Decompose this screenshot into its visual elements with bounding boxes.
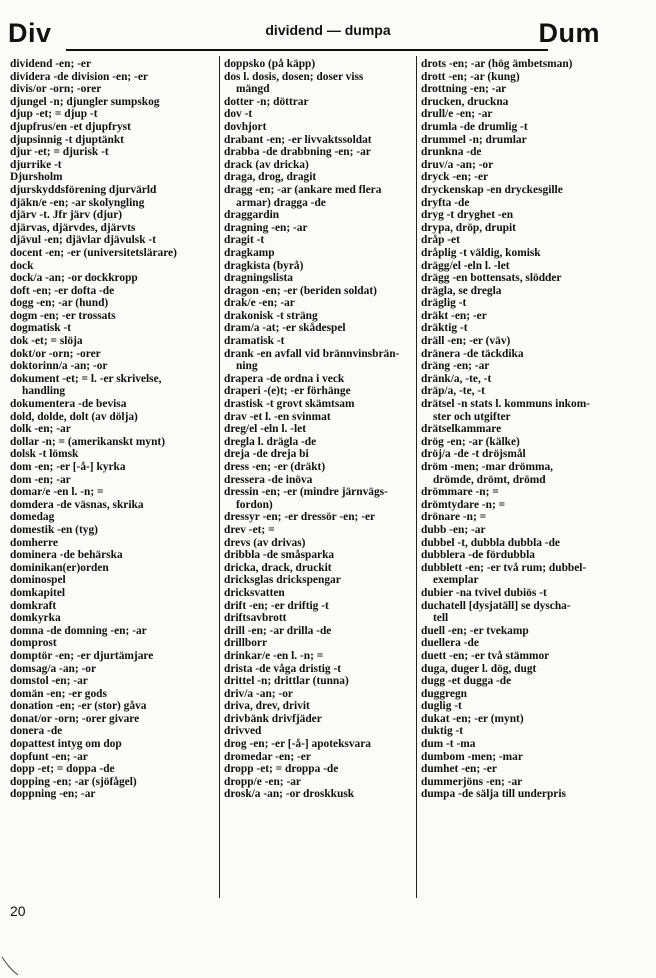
dictionary-entry: dressin -en; -er (mindre järnvägs- — [224, 486, 388, 499]
dictionary-entry: domedag — [10, 511, 55, 524]
dictionary-entry: handling — [22, 385, 66, 398]
dictionary-entry: dum -t -ma — [421, 738, 476, 751]
dictionary-entry: ster och utgifter — [433, 410, 511, 423]
dictionary-entry: dragkamp — [224, 246, 275, 259]
dictionary-entry: duellera -de — [421, 637, 479, 650]
dictionary-entry: duglig -t — [421, 700, 462, 713]
dictionary-entry: drög -en; -ar (kälke) — [421, 435, 520, 448]
dictionary-entry: dråplig -t väldig, komisk — [421, 246, 541, 259]
dictionary-entry: doppsko (på käpp) — [224, 58, 316, 70]
dictionary-entry: drätselkammare — [421, 423, 502, 436]
dictionary-entry: drucken, druckna — [421, 95, 509, 108]
dictionary-entry: dopattest intyg om dop — [10, 738, 122, 751]
dictionary-entry: drull/e -en; -ar — [421, 108, 493, 121]
dictionary-entry: drillborr — [224, 637, 268, 650]
dictionary-entry: dragg -en; -ar (ankare med flera — [224, 183, 382, 196]
dictionary-entry: domkraft — [10, 599, 57, 612]
column-divider-1 — [219, 56, 220, 898]
dictionary-entry: dränera -de täckdika — [421, 347, 524, 360]
dictionary-entry: drosk/a -an; -or droskkusk — [224, 788, 355, 801]
dictionary-entry: domdera -de väsnas, skrika — [10, 498, 144, 511]
dictionary-entry: dividend -en; -er — [10, 58, 91, 70]
dictionary-entry: drägg -en bottensats, slödder — [421, 272, 562, 285]
dictionary-entry: dominikan(er)orden — [10, 561, 109, 574]
dictionary-entry: djärv -t. Jfr järv (djur) — [10, 209, 123, 222]
dictionary-entry: drypa, dröp, drupit — [421, 221, 516, 234]
dictionary-entry: drätsel -n stats l. kommuns inkom- — [421, 398, 590, 411]
dictionary-entry: dominospel — [10, 574, 66, 587]
dictionary-entry: mängd — [236, 83, 270, 96]
dictionary-entry: dummerjöns -en; -ar — [421, 775, 523, 788]
dictionary-entry: dråp -et — [421, 234, 460, 247]
dictionary-entry: drack (av dricka) — [224, 158, 309, 171]
dictionary-entry: dominera -de behärska — [10, 549, 123, 562]
dictionary-entry: dryfta -de — [421, 196, 470, 209]
dictionary-column-3 — [421, 58, 621, 801]
dictionary-entry: drott -en; -ar (kung) — [421, 70, 520, 83]
dictionary-entry: dollar -n; = (amerikanskt mynt) — [10, 435, 165, 448]
dictionary-entry: drastisk -t grovt skämtsam — [224, 398, 355, 411]
guide-word-left: Div — [8, 18, 52, 48]
dictionary-entry: dok -et; = slöja — [10, 335, 83, 348]
dictionary-entry: djurskyddsförening djurvärld — [10, 183, 157, 196]
dictionary-entry: driva, drev, drivit — [224, 700, 310, 713]
dictionary-entry: duggregn — [421, 687, 467, 700]
dictionary-entry: drog -en; -er [-å-] apoteksvara — [224, 738, 371, 751]
dictionary-entry: drunkna -de — [421, 146, 482, 159]
dictionary-entry: djup -et; = djup -t — [10, 108, 98, 121]
dictionary-entry: djungel -n; djungler sumpskog — [10, 95, 160, 108]
dictionary-entry: djärvas, djärvdes, djärvts — [10, 221, 136, 234]
dictionary-entry: djurrike -t — [10, 158, 62, 171]
dictionary-entry: draperа -de ordna i veck — [224, 372, 345, 385]
dictionary-entry: doktorinn/a -an; -or — [10, 360, 108, 373]
dictionary-entry: drift -en; -er driftig -t — [224, 599, 329, 612]
dictionary-column-1 — [10, 58, 216, 801]
dictionary-entry: drak/e -en; -ar — [224, 297, 295, 310]
running-head-title: dividend — dumpa — [265, 22, 391, 38]
dictionary-entry: dromedar -en; -er — [224, 750, 311, 763]
dictionary-entry: duett -en; -er två stämmor — [421, 649, 550, 662]
dictionary-entry: dränk/a, -te, -t — [421, 372, 492, 385]
dictionary-entry: drista -de våga dristig -t — [224, 662, 342, 675]
dictionary-entry: domestik -en (tyg) — [10, 523, 98, 536]
dictionary-entry: drömde, drömt, drömd — [433, 473, 546, 486]
dictionary-entry: dragon -en; -er (beriden soldat) — [224, 284, 377, 297]
dictionary-entry: domprost — [10, 637, 57, 650]
dictionary-entry: duga, duger l. dög, dugt — [421, 662, 537, 675]
dictionary-entry: dreja -de dreja bi — [224, 448, 309, 461]
dictionary-entry: dumbom -men; -mar — [421, 750, 523, 763]
dictionary-entry: dubblera -de fördubbla — [421, 549, 535, 562]
dictionary-entry: driv/a -an; -or — [224, 687, 293, 700]
dictionary-entry: dropp -et; = droppa -de — [224, 763, 339, 776]
dictionary-entry: duktig -t — [421, 725, 464, 738]
dictionary-entry: dumpa -de sälja till underpris — [421, 788, 566, 801]
dictionary-entry: drinkar/e -en l. -n; = — [224, 649, 324, 662]
dictionary-entry: dokumentera -de bevisa — [10, 398, 127, 411]
dictionary-entry: dryg -t dryghet -en — [421, 209, 514, 222]
dictionary-entry: drivved — [224, 725, 262, 738]
dictionary-entry: domstol -en; -ar — [10, 675, 88, 688]
dictionary-entry: drömmare -n; = — [421, 486, 499, 499]
dictionary-entry: driftsavbrott — [224, 612, 287, 625]
dictionary-entry: drägg/el -eln l. -let — [421, 259, 510, 272]
dictionary-entry: dregla l. drägla -de — [224, 435, 317, 448]
dictionary-entry: draperi -(e)t; -er förhänge — [224, 385, 351, 398]
dictionary-entry: ning — [236, 360, 258, 373]
dictionary-entry: dos l. dosis, dosen; doser viss — [224, 70, 364, 83]
dictionary-entry: dropp/e -en; -ar — [224, 775, 301, 788]
dictionary-entry: tell — [433, 612, 449, 625]
dictionary-entry: domkapitel — [10, 586, 66, 599]
dictionary-entry: domkyrka — [10, 612, 61, 625]
dictionary-entry: domar/e -en l. -n; = — [10, 486, 104, 499]
dictionary-entry: dogm -en; -er trossats — [10, 309, 116, 322]
dictionary-entry: dubblett -en; -er två rum; dubbel- — [421, 561, 587, 574]
header-rule — [66, 49, 548, 51]
page-number: 20 — [10, 903, 26, 919]
dictionary-entry: doft -en; -er dofta -de — [10, 284, 115, 297]
dictionary-entry: drank -en avfall vid brännvinsbrän- — [224, 347, 400, 360]
dictionary-entry: drägla, se dregla — [421, 284, 502, 297]
dictionary-entry: drots -en; -ar (hög ämbetsman) — [421, 58, 573, 70]
dictionary-entry: drabant -en; -er livvaktssoldat — [224, 133, 372, 146]
dictionary-entry: dom -en; -ar — [10, 473, 71, 486]
dictionary-entry: docent -en; -er (universitetslärare) — [10, 246, 177, 259]
dictionary-entry: dragkista (byrå) — [224, 259, 304, 272]
dictionary-entry: dogmatisk -t — [10, 322, 72, 335]
dictionary-entry: domherre — [10, 536, 58, 549]
dictionary-entry: dröj/a -de -t dröjsmål — [421, 448, 526, 461]
dictionary-entry: domsag/a -an; -or — [10, 662, 97, 675]
dictionary-entry: Djursholm — [10, 171, 63, 184]
dictionary-entry: dokument -et; = l. -er skrivelse, — [10, 372, 162, 385]
dictionary-entry: drev -et; = — [224, 523, 275, 536]
dictionary-entry: dressyr -en; -er dressör -en; -er — [224, 511, 376, 524]
dictionary-entry: dryckenskap -en dryckesgille — [421, 183, 563, 196]
dictionary-entry: dreg/el -eln l. -let — [224, 423, 307, 436]
dictionary-entry: doppning -en; -ar — [10, 788, 96, 801]
dictionary-entry: dramatisk -t — [224, 335, 285, 348]
dictionary-entry: drittel -n; drittlar (tunna) — [224, 675, 349, 688]
dictionary-entry: dividera -de division -en; -er — [10, 70, 148, 83]
dictionary-entry: dolk -en; -ar — [10, 423, 71, 436]
dictionary-entry: draggardin — [224, 209, 280, 222]
dictionary-entry: drabba -de drabbning -en; -ar — [224, 146, 371, 159]
dictionary-entry: dragit -t — [224, 234, 265, 247]
dictionary-entry: dumhet -en; -er — [421, 763, 497, 776]
page-header — [0, 0, 656, 56]
dictionary-entry: druv/a -an; -or — [421, 158, 494, 171]
dictionary-entry: duchatell [dysjatäll] se dyscha- — [421, 599, 571, 612]
dictionary-entry: dräng -en; -ar — [421, 360, 490, 373]
dictionary-entry: djur -et; = djurisk -t — [10, 146, 109, 159]
dictionary-entry: exemplar — [433, 574, 479, 587]
dictionary-entry: dold, dolde, dolt (av dölja) — [10, 410, 138, 423]
dictionary-entry: dräglig -t — [421, 297, 467, 310]
column-divider-2 — [416, 56, 417, 898]
dictionary-entry: dolsk -t lömsk — [10, 448, 79, 461]
dictionary-entry: dragning -en; -ar — [224, 221, 308, 234]
dictionary-entry: djäkn/e -en; -ar skolyngling — [10, 196, 145, 209]
dictionary-entry: domna -de domning -en; -ar — [10, 624, 147, 637]
dictionary-entry: draga, drog, dragit — [224, 171, 317, 184]
guide-word-right: Dum — [538, 18, 600, 48]
dictionary-entry: dopping -en; -ar (sjöfågel) — [10, 775, 137, 788]
dictionary-entry: donera -de — [10, 725, 63, 738]
dictionary-entry: dram/a -at; -er skådespel — [224, 322, 346, 335]
dictionary-entry: djupsinnig -t djuptänkt — [10, 133, 124, 146]
dictionary-entry: dugg -et dugga -de — [421, 675, 512, 688]
dictionary-entry: drömtydare -n; = — [421, 498, 506, 511]
dictionary-entry: dubb -en; -ar — [421, 523, 486, 536]
dictionary-entry: dress -en; -er (dräkt) — [224, 461, 326, 473]
dictionary-entry: dressera -de inöva — [224, 473, 313, 486]
dictionary-entry: dokt/or -orn; -orer — [10, 347, 101, 360]
dictionary-entry: dryck -en; -er — [421, 171, 489, 184]
dictionary-entry: donation -en; -er (stor) gåva — [10, 700, 147, 713]
dictionary-entry: domän -en; -er gods — [10, 687, 107, 700]
dictionary-entry: drav -et l. -en svinmat — [224, 410, 331, 423]
dictionary-entry: djupfrus/en -et djupfryst — [10, 120, 131, 133]
dictionary-entry: dukat -en; -er (mynt) — [421, 712, 524, 725]
dictionary-entry: drummel -n; drumlar — [421, 133, 527, 146]
dictionary-entry: dröm -men; -mar drömma, — [421, 461, 554, 473]
dictionary-entry: drill -en; -ar drilla -de — [224, 624, 332, 637]
dictionary-entry: duell -en; -er tvekamp — [421, 624, 529, 637]
dictionary-entry: drivbänk drivfjäder — [224, 712, 322, 725]
dictionary-column-2 — [224, 58, 414, 801]
dictionary-entry: dopp -et; = doppa -de — [10, 763, 115, 776]
dictionary-entry: dock — [10, 259, 34, 272]
dictionary-entry: divis/or -orn; -orer — [10, 83, 102, 96]
dictionary-entry: dov -t — [224, 108, 253, 121]
dictionary-entry: fordon) — [236, 498, 273, 511]
scan-corner-mark — [0, 955, 20, 977]
dictionary-entry: donat/or -orn; -orer givare — [10, 712, 140, 725]
dictionary-entry: djävul -en; djävlar djävulsk -t — [10, 234, 156, 247]
dictionary-entry: drakonisk -t sträng — [224, 309, 318, 322]
dictionary-entry: dräll -en; -er (väv) — [421, 335, 511, 348]
dictionary-entry: dräktig -t — [421, 322, 468, 335]
dictionary-entry: dricksvatten — [224, 586, 285, 599]
dictionary-entry: dräkt -en; -er — [421, 309, 487, 322]
dictionary-entry: drumla -de drumlig -t — [421, 120, 528, 133]
dictionary-entry: dricka, drack, druckit — [224, 561, 332, 574]
dictionary-entry: dopfunt -en; -ar — [10, 750, 88, 763]
dictionary-entry: dragningslista — [224, 272, 293, 285]
dictionary-entry: dovhjort — [224, 120, 267, 133]
dictionary-entry: dock/a -an; -or dockkropp — [10, 272, 138, 285]
dictionary-entry: dotter -n; döttrar — [224, 95, 309, 108]
dictionary-entry: dubbel -t, dubbla dubbla -de — [421, 536, 560, 549]
dictionary-entry: dom -en; -er [-å-] kyrka — [10, 461, 126, 473]
dictionary-entry: dribbla -de småsparka — [224, 549, 335, 562]
dictionary-entry: dogg -en; -ar (hund) — [10, 297, 109, 310]
dictionary-entry: domptör -en; -er djurtämjare — [10, 649, 154, 662]
dictionary-entry: drevs (av drivas) — [224, 536, 306, 549]
dictionary-entry: dricksglas drickspengar — [224, 574, 341, 587]
dictionary-entry: drönare -n; = — [421, 511, 487, 524]
dictionary-entry: drottning -en; -ar — [421, 83, 507, 96]
dictionary-entry: dräp/a, -te, -t — [421, 385, 485, 398]
dictionary-entry: dubier -na tvivel dubiös -t — [421, 586, 547, 599]
dictionary-entry: armar) dragga -de — [236, 196, 326, 209]
